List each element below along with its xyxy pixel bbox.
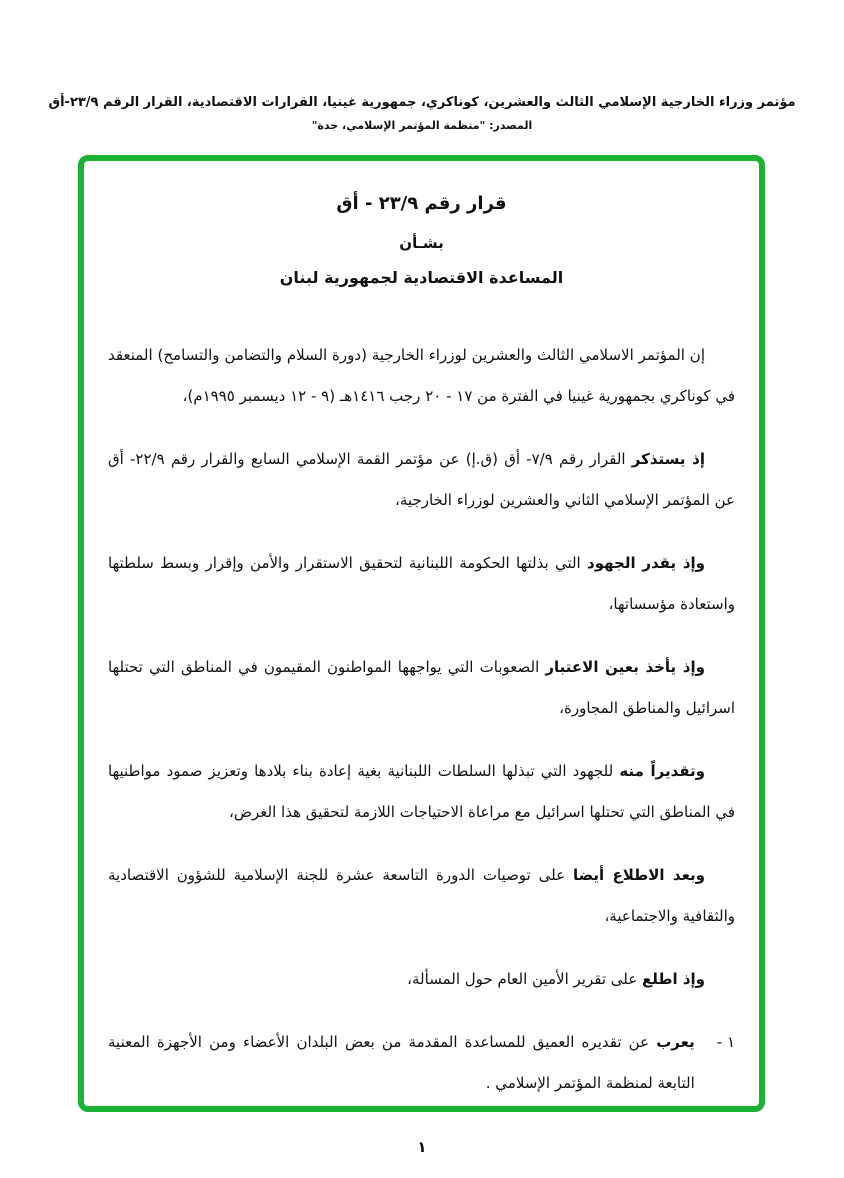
page-number: ١ <box>417 1138 427 1156</box>
preamble-paragraph <box>108 959 735 1000</box>
resolution-number-title: قرار رقم ٢٣/٩ - أق <box>336 193 507 214</box>
title-block <box>108 193 735 287</box>
paragraph-lead: وبعد الاطلاع أيضا <box>572 866 706 884</box>
highlight-border-box <box>78 155 765 1112</box>
paragraph-text: للجهود التي تبذلها السلطات اللبنانية بغية إعادة بناء بلادها وتعزيز صمود مواطنيها في المناطق التي تحتلها اسرائيل مع مراعاة الاحتياجات اللازمة لتحقيق هذا الغرض، <box>108 762 735 821</box>
paragraph-text: على تقرير الأمين العام حول المسألة، <box>407 970 642 988</box>
paragraph-text: الصعوبات التي يواجهها المواطنون المقيمون في المناطق التي تحتلها اسرائيل والمناطق المجاورة، <box>108 658 735 717</box>
item-rest: عن تقديره العميق للمساعدة المقدمة من بعض البلدان الأعضاء ومن الأجهزة المعنية التابعة لمنظمة المؤتمر الإسلامي . <box>108 1033 695 1092</box>
preamble-paragraph <box>108 439 735 521</box>
item-number: ١ - <box>716 1033 735 1051</box>
preamble-paragraph <box>108 647 735 729</box>
paragraph-text: على توصيات الدورة التاسعة عشرة للجنة الإسلامية للشؤون الاقتصادية والثقافية والاجتماعية، <box>108 866 735 925</box>
paragraph-lead: إذ يستذكر <box>631 450 705 468</box>
item-lead: يعرب <box>656 1033 695 1051</box>
operative-item-1 <box>108 1022 735 1104</box>
body-block <box>108 335 735 1104</box>
paragraph-lead: وتقديراً منه <box>619 762 705 780</box>
paragraph-text: القرار رقم ٧/٩- أق (ق.إ) عن مؤتمر القمة الإسلامي السابع والقرار رقم ٢٢/٩- أق عن المؤتمر الإسلامي الثاني والعشرين لوزراء الخارجية، <box>108 450 735 509</box>
paragraph-lead: وإذ يقدر الجهود <box>587 554 705 572</box>
preamble-paragraph <box>108 855 735 937</box>
paragraph-text: إن المؤتمر الاسلامي الثالث والعشرين لوزراء الخارجية (دورة السلام والتضامن والتسامح) المنعقد في كوناكري بجمهورية غينيا في الفترة من ١٧ - ٢٠ رجب ١٤١٦هـ (٩ - ١٢ ديسمبر ١٩٩٥م)، <box>108 346 735 405</box>
item-text <box>108 1022 695 1104</box>
preamble-paragraph <box>108 335 735 417</box>
document-content <box>84 161 759 1104</box>
resolution-subject-title: المساعدة الاقتصادية لجمهورية لبنان <box>279 268 564 287</box>
document-header <box>40 93 804 132</box>
paragraph-lead: وإذ يأخذ بعين الاعتبار <box>545 658 705 676</box>
header-citation: مؤتمر وزراء الخارجية الإسلامي الثالث والعشرين، كوناكري، جمهورية غينيا، القرارات الاقتصادية، القرار الرقم ٢٣/٩-أق <box>48 95 796 110</box>
header-source: المصدر: "منظمة المؤتمر الإسلامي، جدة" <box>311 119 533 132</box>
paragraph-lead: وإذ اطلع <box>641 970 705 988</box>
preamble-paragraph <box>108 751 735 833</box>
preamble-paragraph <box>108 543 735 625</box>
concerning-label: بشـأن <box>399 234 444 252</box>
paragraph-text: التي بذلتها الحكومة اللبنانية لتحقيق الاستقرار والأمن وإقرار وبسط سلطتها واستعادة مؤسساتها، <box>108 554 735 613</box>
